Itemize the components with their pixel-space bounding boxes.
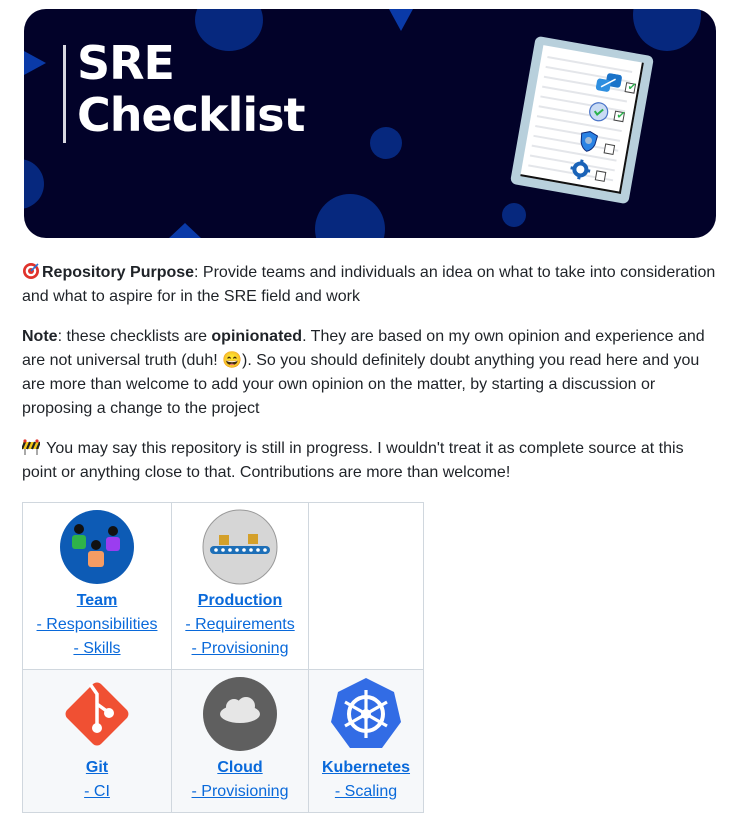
checklist-table — [22, 502, 424, 813]
purpose-label: Repository Purpose — [42, 264, 195, 281]
decor-triangle — [168, 223, 202, 238]
production-conveyor-icon[interactable] — [202, 509, 278, 585]
decor-circle — [315, 194, 385, 238]
sre-checklist-banner — [24, 9, 716, 238]
decor-circle — [502, 203, 526, 227]
checkbox-checked: ✓ — [615, 108, 627, 123]
team-responsibilities-link[interactable]: - Responsibilities — [36, 616, 158, 633]
note-text: . They are based on my own opinion and experience and are not universal truth (duh! — [22, 328, 705, 369]
dart-target-emoji-icon — [22, 262, 40, 280]
progress-paragraph — [22, 437, 722, 485]
table-cell-production — [172, 503, 309, 670]
purpose-text: : Provide teams and individuals an idea on what to take into consideration and what to aspire for in the SRE field and work — [22, 264, 716, 305]
production-requirements-link[interactable]: - Requirements — [185, 616, 295, 633]
progress-text: You may say this repository is still in progress. I wouldn't treat it as complete source at this point or anything close to that. Contributions are more than welcome! — [22, 440, 684, 481]
note-label: Note — [22, 328, 58, 345]
kubernetes-link[interactable]: Kubernetes — [321, 759, 411, 776]
team-skills-link[interactable]: - Skills — [73, 640, 121, 657]
shield-icon — [578, 129, 600, 154]
note-text: : these checklists are — [57, 328, 212, 345]
checkbox-unchecked — [604, 143, 616, 155]
production-provisioning-link[interactable]: - Provisioning — [191, 640, 289, 657]
construction-emoji-icon — [22, 438, 40, 456]
git-ci-link[interactable]: - CI — [84, 783, 110, 800]
purpose-paragraph — [22, 261, 722, 309]
kubernetes-icon[interactable] — [328, 676, 404, 752]
table-row — [23, 503, 424, 670]
git-icon[interactable] — [59, 676, 135, 752]
team-link[interactable]: Team — [76, 592, 118, 609]
cloud-icon[interactable] — [202, 676, 278, 752]
table-cell-team — [23, 503, 172, 670]
team-icon[interactable] — [59, 509, 135, 585]
clock-icon — [587, 100, 610, 123]
checkbox-unchecked — [595, 170, 607, 182]
cloud-transfer-icon — [594, 71, 623, 95]
table-cell-cloud — [172, 670, 309, 813]
git-link[interactable]: Git — [85, 759, 109, 776]
banner-title-line2: Checklist — [77, 88, 305, 142]
decor-triangle — [389, 9, 413, 31]
note-paragraph — [22, 325, 722, 421]
banner-title — [77, 37, 304, 141]
gear-icon — [569, 158, 592, 181]
production-link[interactable]: Production — [197, 592, 283, 609]
title-divider — [63, 45, 66, 143]
table-cell-git — [23, 670, 172, 813]
decor-triangle — [24, 51, 46, 75]
decor-circle — [24, 159, 44, 209]
decor-circle — [633, 9, 701, 51]
checkbox-checked: ✓ — [626, 80, 638, 94]
note-text: ). So you should definitely doubt anything you read here and you are more than welcome to add your own opinion on the matter, by starting a discussion or proposing a change to the project — [22, 352, 700, 417]
table-cell-kubernetes — [309, 670, 424, 813]
table-row — [23, 670, 424, 813]
kubernetes-scaling-link[interactable]: - Scaling — [334, 783, 398, 800]
decor-circle — [370, 127, 402, 159]
readme-content — [22, 261, 722, 501]
table-cell-empty — [309, 503, 424, 670]
grinning-emoji-icon: 😄 — [222, 352, 243, 369]
cloud-link[interactable]: Cloud — [217, 759, 263, 776]
banner-title-line1: SRE — [77, 36, 174, 90]
cloud-provisioning-link[interactable]: - Provisioning — [191, 783, 289, 800]
opinionated-bold: opinionated — [211, 328, 303, 345]
checklist-clipboard-icon — [510, 36, 654, 205]
